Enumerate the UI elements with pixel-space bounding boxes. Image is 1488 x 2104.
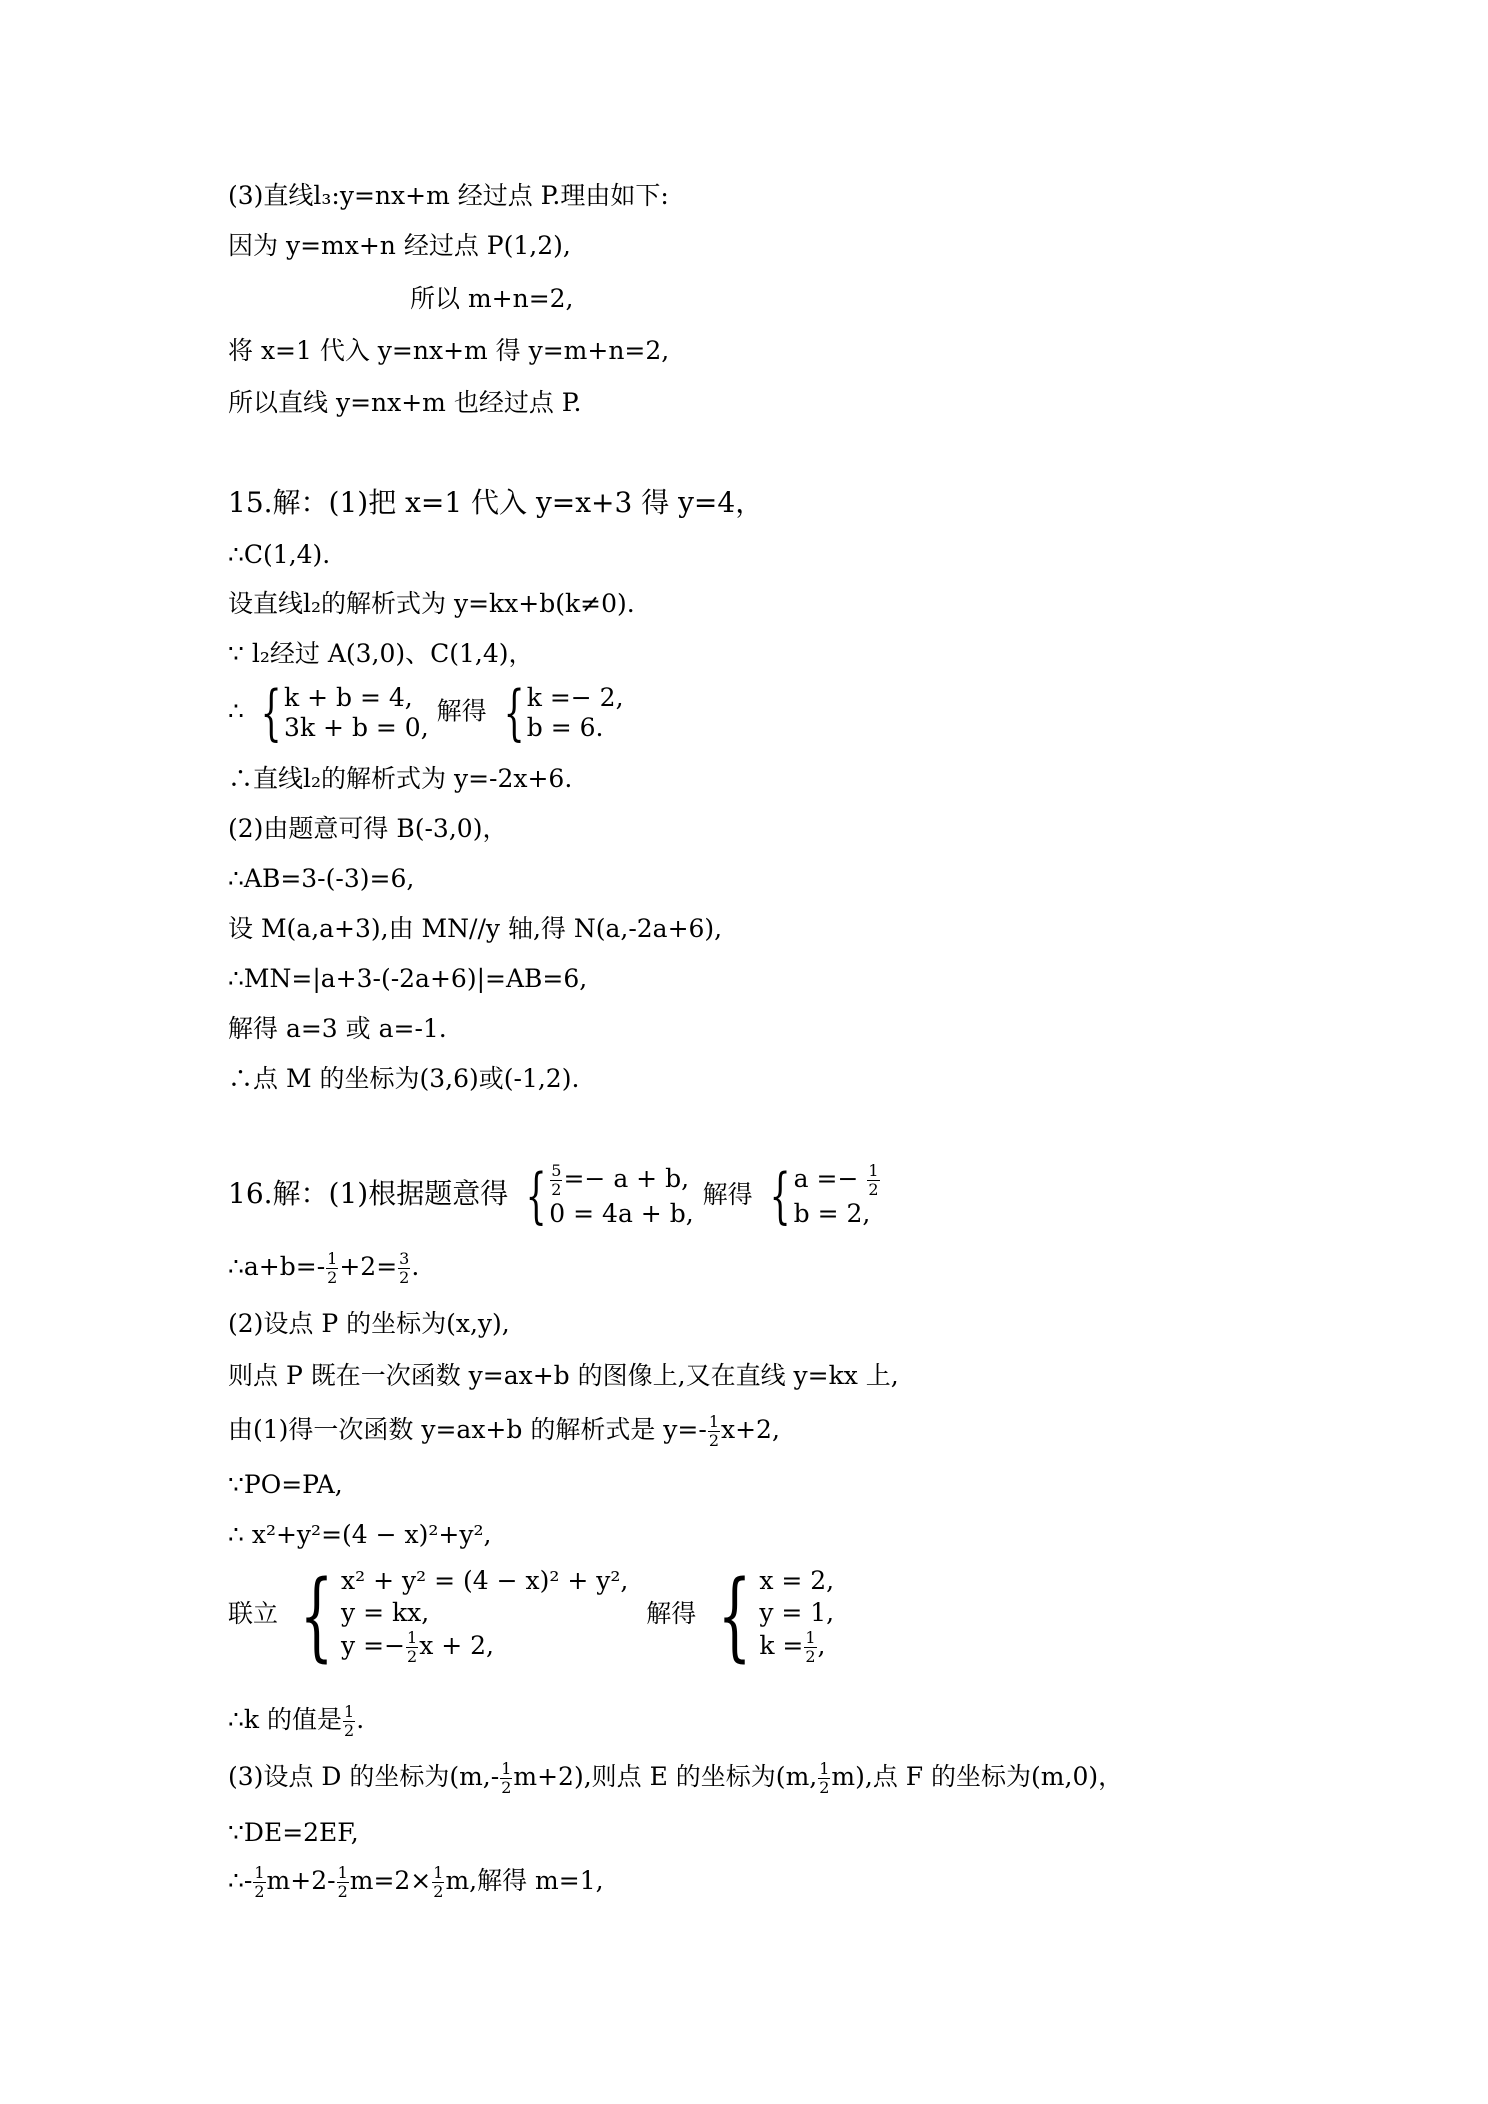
- text-line: (2)设点 P 的坐标为(x,y),: [228, 1309, 510, 1338]
- left-brace-icon: {: [503, 678, 525, 748]
- text-line: 则点 P 既在一次函数 y=ax+b 的图像上,又在直线 y=kx 上,: [228, 1361, 899, 1390]
- equation-row: k = $\frac{1}{2}$ ,: [759, 1628, 826, 1666]
- solve-label: 解得: [436, 696, 487, 726]
- equation-row: k + b = 4,: [284, 683, 413, 712]
- fraction: $\frac{1}{2}$: [433, 1863, 444, 1901]
- fraction: $\frac{1}{2}$: [254, 1863, 265, 1901]
- text-line: 设 M(a,a+3),由 MN//y 轴,得 N(a,-2a+6),: [228, 914, 723, 943]
- text-line: ∴点 M 的坐标为(3,6)或(-1,2).: [228, 1064, 580, 1093]
- text-line: ∴a+b=- $\frac{1}{2}$ +2= $\frac{3}{2}$ .: [228, 1249, 420, 1287]
- text-line: 由(1)得一次函数 y=ax+b 的解析式是 y=- $\frac{1}{2}$ x+2,: [228, 1412, 780, 1450]
- text-line: ∵ l₂经过 A(3,0)、C(1,4)，: [228, 639, 534, 668]
- equation-system-line: [228, 678, 624, 748]
- equation-row: 0 = 4a + b,: [549, 1199, 694, 1228]
- equation-row: y = 1,: [759, 1598, 835, 1627]
- combine-label: 联立: [228, 1599, 279, 1628]
- solve-label: 解得: [646, 1599, 697, 1628]
- equation-system: [252, 678, 429, 748]
- text-line: ∴直线l₂的解析式为 y=-2x+6.: [228, 764, 573, 793]
- text-line: 将 x=1 代入 y=nx+m 得 y=m+n=2,: [228, 336, 670, 365]
- fraction: $\frac{1}{2}$: [327, 1249, 338, 1287]
- fraction: $\frac{1}{2}$: [337, 1863, 348, 1901]
- left-brace-icon: {: [717, 1559, 752, 1672]
- text-line: ∴AB=3-(-3)=6,: [228, 864, 415, 893]
- left-brace-icon: {: [525, 1160, 547, 1231]
- text-line: ∵PO=PA,: [228, 1470, 343, 1499]
- text-line: ∵DE=2EF,: [228, 1818, 359, 1847]
- fraction: $\frac{1}{2}$: [708, 1412, 719, 1450]
- fraction: $\frac{1}{2}$: [819, 1759, 830, 1797]
- text-line: 所以直线 y=nx+m 也经过点 P.: [228, 388, 582, 417]
- equation-system: [704, 1559, 835, 1672]
- equation-system-line: [228, 1559, 835, 1672]
- equation-row: y = kx,: [341, 1598, 430, 1627]
- equation-row: 3k + b = 0,: [284, 713, 429, 742]
- text-line: ∴k 的值是 $\frac{1}{2}$ .: [228, 1702, 365, 1740]
- text-line: 因为 y=mx+n 经过点 P(1,2),: [228, 231, 571, 260]
- text-line: ∴MN=|a+3-(-2a+6)|=AB=6,: [228, 964, 588, 993]
- solve-label: 解得: [702, 1180, 753, 1209]
- fraction: $\frac{1}{2}$: [407, 1628, 418, 1666]
- text-line: 所以 m+n=2,: [410, 284, 574, 313]
- fraction: $\frac{1}{2}$: [868, 1161, 879, 1199]
- text-line: 解得 a=3 或 a=-1.: [228, 1014, 447, 1043]
- text-line: ∴C(1,4).: [228, 540, 331, 569]
- equation-row: y =− $\frac{1}{2}$ x + 2,: [341, 1628, 494, 1666]
- left-brace-icon: {: [770, 1160, 792, 1231]
- problem-16-heading: [228, 1162, 881, 1229]
- equation-system: [761, 1162, 880, 1229]
- fraction: $\frac{5}{2}$: [551, 1161, 562, 1199]
- equation-row: b = 2,: [793, 1199, 871, 1228]
- fraction: $\frac{1}{2}$: [344, 1702, 355, 1740]
- equation-system: [286, 1559, 629, 1672]
- equation-row: $\frac{5}{2}$ =− a + b,: [551, 1161, 690, 1199]
- text-line: (3)直线l₃:y=nx+m 经过点 P.理由如下:: [228, 181, 669, 210]
- equation-row: x = 2,: [759, 1566, 835, 1595]
- equation-system: [495, 678, 624, 748]
- text-line: ∴ x²+y²=(4 − x)²+y²,: [228, 1520, 492, 1549]
- text-line: (3)设点 D 的坐标为(m,- $\frac{1}{2}$ m+2),则点 E 的坐标为(m, $\frac{1}{2}$ m),点 F 的坐标为(m,0)，: [228, 1759, 1124, 1797]
- problem-15-heading: 15.解：(1)把 x=1 代入 y=x+3 得 y=4，: [228, 486, 764, 519]
- fraction: $\frac{1}{2}$: [501, 1759, 512, 1797]
- equation-system: [517, 1162, 694, 1229]
- equation-row: a =− $\frac{1}{2}$: [793, 1161, 879, 1199]
- equation-row: k =− 2,: [526, 683, 624, 712]
- left-brace-icon: {: [260, 678, 282, 748]
- equation-row: x² + y² = (4 − x)² + y²,: [341, 1566, 629, 1595]
- equation-row: b = 6.: [526, 713, 604, 742]
- heading-text: 16.解：(1)根据题意得: [228, 1177, 509, 1210]
- text-line: 设直线l₂的解析式为 y=kx+b(k≠0).: [228, 589, 635, 618]
- therefore-symbol: ∴: [228, 696, 244, 726]
- left-brace-icon: {: [299, 1559, 334, 1672]
- text-line: (2)由题意可得 B(-3,0)，: [228, 814, 508, 843]
- fraction: $\frac{3}{2}$: [399, 1249, 410, 1287]
- fraction: $\frac{1}{2}$: [805, 1628, 816, 1666]
- text-line: ∴- $\frac{1}{2}$ m+2- $\frac{1}{2}$ m=2× $\frac{1}{2}$ m,解得 m=1,: [228, 1863, 604, 1901]
